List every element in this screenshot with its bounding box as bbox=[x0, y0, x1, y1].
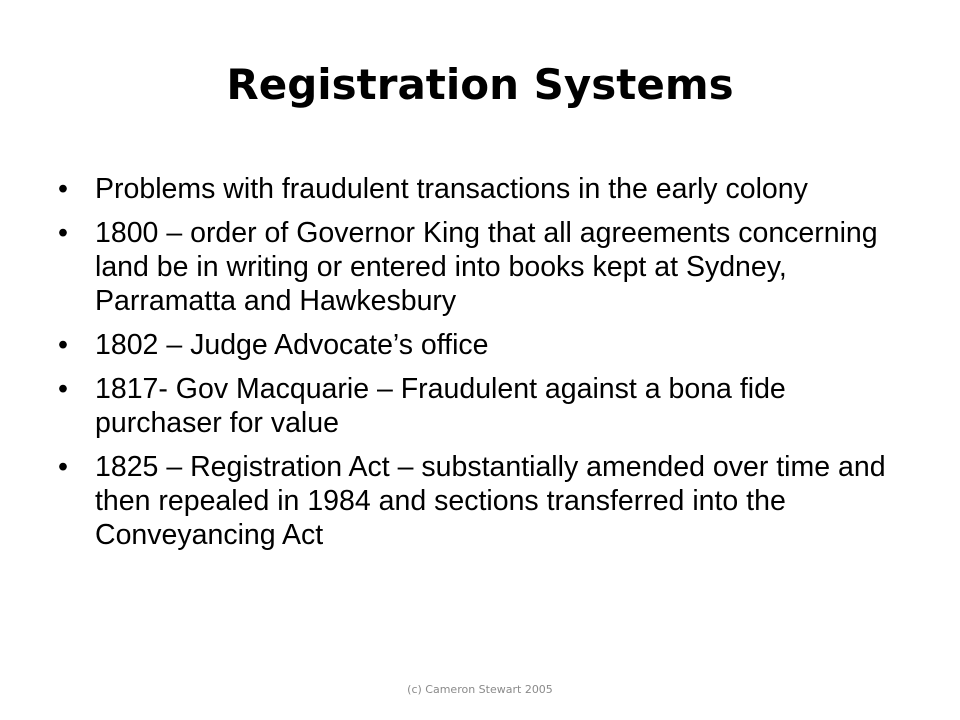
bullet-list bbox=[58, 172, 908, 562]
bullet-text: Problems with fraudulent transactions in the early colony bbox=[95, 173, 808, 205]
slide-title: Registration Systems bbox=[226, 60, 734, 109]
bullet-icon: • bbox=[58, 373, 68, 405]
bullet-icon: • bbox=[58, 217, 68, 249]
bullet-icon: • bbox=[58, 451, 68, 483]
bullet-item bbox=[58, 172, 908, 206]
bullet-icon: • bbox=[58, 329, 68, 361]
bullet-icon: • bbox=[58, 173, 68, 205]
bullet-item bbox=[58, 216, 908, 318]
bullet-item bbox=[58, 328, 908, 362]
bullet-text: 1800 – order of Governor King that all agreements concerning land be in writing or entered into books kept at Sydney, Parramatta and Hawkesbury bbox=[95, 217, 878, 317]
bullet-text: 1802 – Judge Advocate’s office bbox=[95, 329, 489, 361]
bullet-item bbox=[58, 450, 908, 552]
bullet-text: 1825 – Registration Act – substantially amended over time and then repealed in 1984 and sections transferred into the Conveyancing Act bbox=[95, 451, 886, 551]
bullet-item bbox=[58, 372, 908, 440]
bullet-text: 1817- Gov Macquarie – Fraudulent against a bona fide purchaser for value bbox=[95, 373, 786, 439]
copyright-footer: (c) Cameron Stewart 2005 bbox=[407, 683, 553, 696]
